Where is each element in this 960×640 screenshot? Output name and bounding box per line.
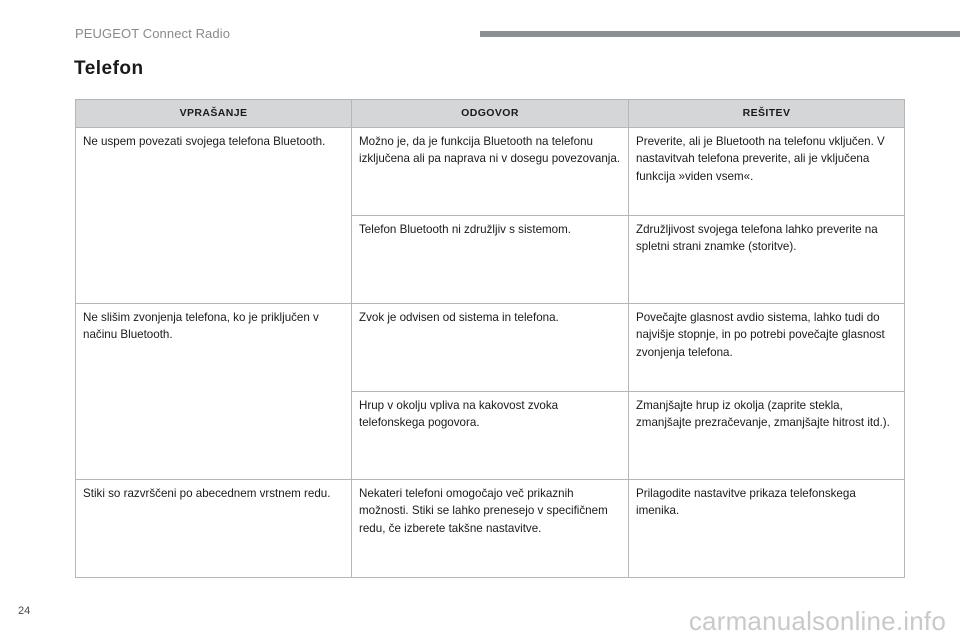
column-header-solution: REŠITEV bbox=[629, 100, 905, 128]
header-bar bbox=[480, 31, 960, 37]
page-number: 24 bbox=[18, 605, 31, 617]
table-header-row bbox=[76, 100, 905, 128]
solution-cell: Preverite, ali je Bluetooth na telefonu vključen. V nastavitvah telefona preverite, ali je vključena funkcija »viden vsem«. bbox=[629, 128, 905, 216]
answer-cell: Zvok je odvisen od sistema in telefona. bbox=[352, 304, 629, 392]
column-header-question: VPRAŠANJE bbox=[76, 100, 352, 128]
question-cell: Ne uspem povezati svojega telefona Bluetooth. bbox=[76, 128, 352, 304]
solution-cell: Prilagodite nastavitve prikaza telefonskega imenika. bbox=[629, 480, 905, 578]
table-row bbox=[76, 304, 905, 392]
answer-cell: Možno je, da je funkcija Bluetooth na telefonu izključena ali pa naprava ni v dosegu povezovanja. bbox=[352, 128, 629, 216]
section-title: Telefon bbox=[74, 58, 144, 79]
question-cell: Ne slišim zvonjenja telefona, ko je priključen v načinu Bluetooth. bbox=[76, 304, 352, 480]
header-title: PEUGEOT Connect Radio bbox=[75, 26, 231, 41]
solution-cell: Zmanjšajte hrup iz okolja (zaprite stekla, zmanjšajte prezračevanje, zmanjšajte hitrost itd.). bbox=[629, 392, 905, 480]
solution-cell: Povečajte glasnost avdio sistema, lahko tudi do najvišje stopnje, in po potrebi povečajte glasnost zvonjenja telefona. bbox=[629, 304, 905, 392]
troubleshooting-table bbox=[75, 99, 905, 578]
answer-cell: Telefon Bluetooth ni združljiv s sistemom. bbox=[352, 216, 629, 304]
table-row bbox=[76, 128, 905, 216]
answer-cell: Nekateri telefoni omogočajo več prikaznih možnosti. Stiki se lahko prenesejo v specifičnem redu, če izberete takšne nastavitve. bbox=[352, 480, 629, 578]
column-header-answer: ODGOVOR bbox=[352, 100, 629, 128]
answer-cell: Hrup v okolju vpliva na kakovost zvoka telefonskega pogovora. bbox=[352, 392, 629, 480]
question-cell: Stiki so razvrščeni po abecednem vrstnem redu. bbox=[76, 480, 352, 578]
solution-cell: Združljivost svojega telefona lahko preverite na spletni strani znamke (storitve). bbox=[629, 216, 905, 304]
table-row bbox=[76, 480, 905, 578]
watermark: carmanualsonline.info bbox=[688, 606, 946, 636]
